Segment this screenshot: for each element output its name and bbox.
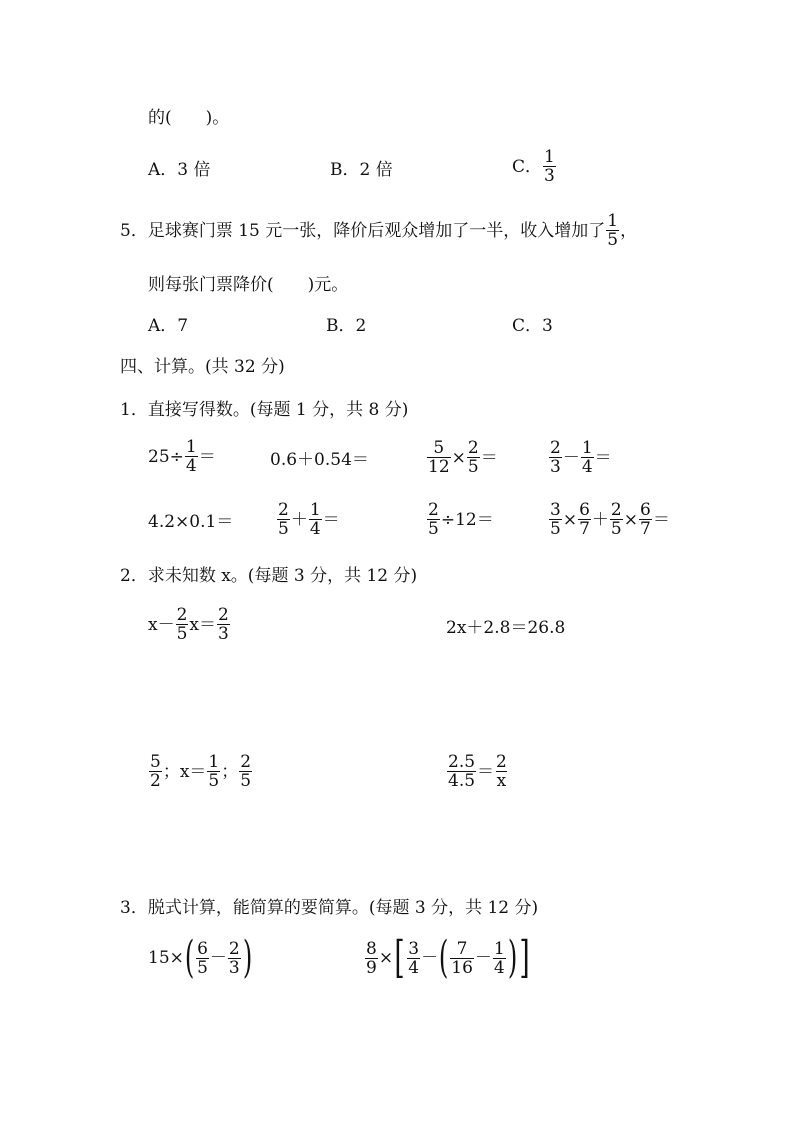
- option-c-label: C．: [512, 156, 543, 177]
- expr-4: $\frac{2}{3}$ － $\frac{1}{4}$ ＝: [550, 438, 612, 477]
- calc-2: $\frac{8}{9}$ × [ $\frac{3}{4}$ － ( $\frac{7}{16}$ － $\frac{1}{4}$ ) ]: [366, 932, 530, 983]
- question-5: 5．足球赛门票 15 元一张，降价后观众增加了一半，收入增加了 $\frac{1}{5}$ ，: [120, 211, 638, 250]
- fraction: $\frac{1}{3}$: [544, 147, 555, 186]
- fraction: $\frac{1}{5}$: [607, 211, 619, 250]
- expr-1: 25÷ $\frac{1}{4}$ ＝: [148, 437, 216, 476]
- equation-2: 2x＋2.8＝26.8: [446, 618, 566, 638]
- q4-option-c[interactable]: [512, 148, 557, 185]
- expr-3: $\frac{5}{12}$ × $\frac{2}{5}$ ＝: [428, 438, 498, 477]
- q5-line2: 则每张门票降价( )元。: [148, 275, 349, 295]
- part3-title: 3．脱式计算，能简算的要简算。(每题 3 分，共 12 分): [120, 898, 539, 918]
- q4-option-b[interactable]: B．2 倍: [330, 160, 393, 180]
- expr-6: $\frac{2}{5}$ ＋ $\frac{1}{4}$ ＝: [278, 500, 340, 539]
- equation-3: $\frac{5}{2}$ ；x＝ $\frac{1}{5}$ ； $\frac{2}{5}$: [150, 752, 252, 791]
- q4-tail-text: 的( )。: [148, 108, 230, 128]
- expr-2: 0.6＋0.54＝: [270, 450, 369, 470]
- expr-5: 4.2×0.1＝: [148, 512, 234, 532]
- q5-text: 5．足球赛门票 15 元一张，降价后观众增加了一半，收入增加了: [120, 220, 606, 241]
- q5-option-b[interactable]: B．2: [326, 316, 367, 336]
- part2-title: 2．求未知数 x。(每题 3 分，共 12 分): [120, 566, 418, 586]
- expr-8: $\frac{3}{5}$ × $\frac{6}{7}$ ＋ $\frac{2}{5}$ × $\frac{6}{7}$ ＝: [550, 500, 670, 539]
- equation-4: $\frac{2.5}{4.5}$ ＝ $\frac{2}{x}$: [448, 752, 507, 791]
- q5-option-a[interactable]: A．7: [148, 316, 189, 336]
- equation-1: x－ $\frac{2}{5}$ x＝ $\frac{2}{3}$: [148, 605, 229, 644]
- section-title: 四、计算。(共 32 分): [120, 357, 285, 377]
- q5-option-c[interactable]: C．3: [512, 316, 553, 336]
- q4-option-a[interactable]: A．3 倍: [148, 160, 211, 180]
- expr-7: $\frac{2}{5}$ ÷12＝: [428, 500, 494, 539]
- calc-1: 15× ( $\frac{6}{5}$ － $\frac{2}{3}$ ): [148, 932, 253, 983]
- part1-title: 1．直接写得数。(每题 1 分，共 8 分): [120, 400, 409, 420]
